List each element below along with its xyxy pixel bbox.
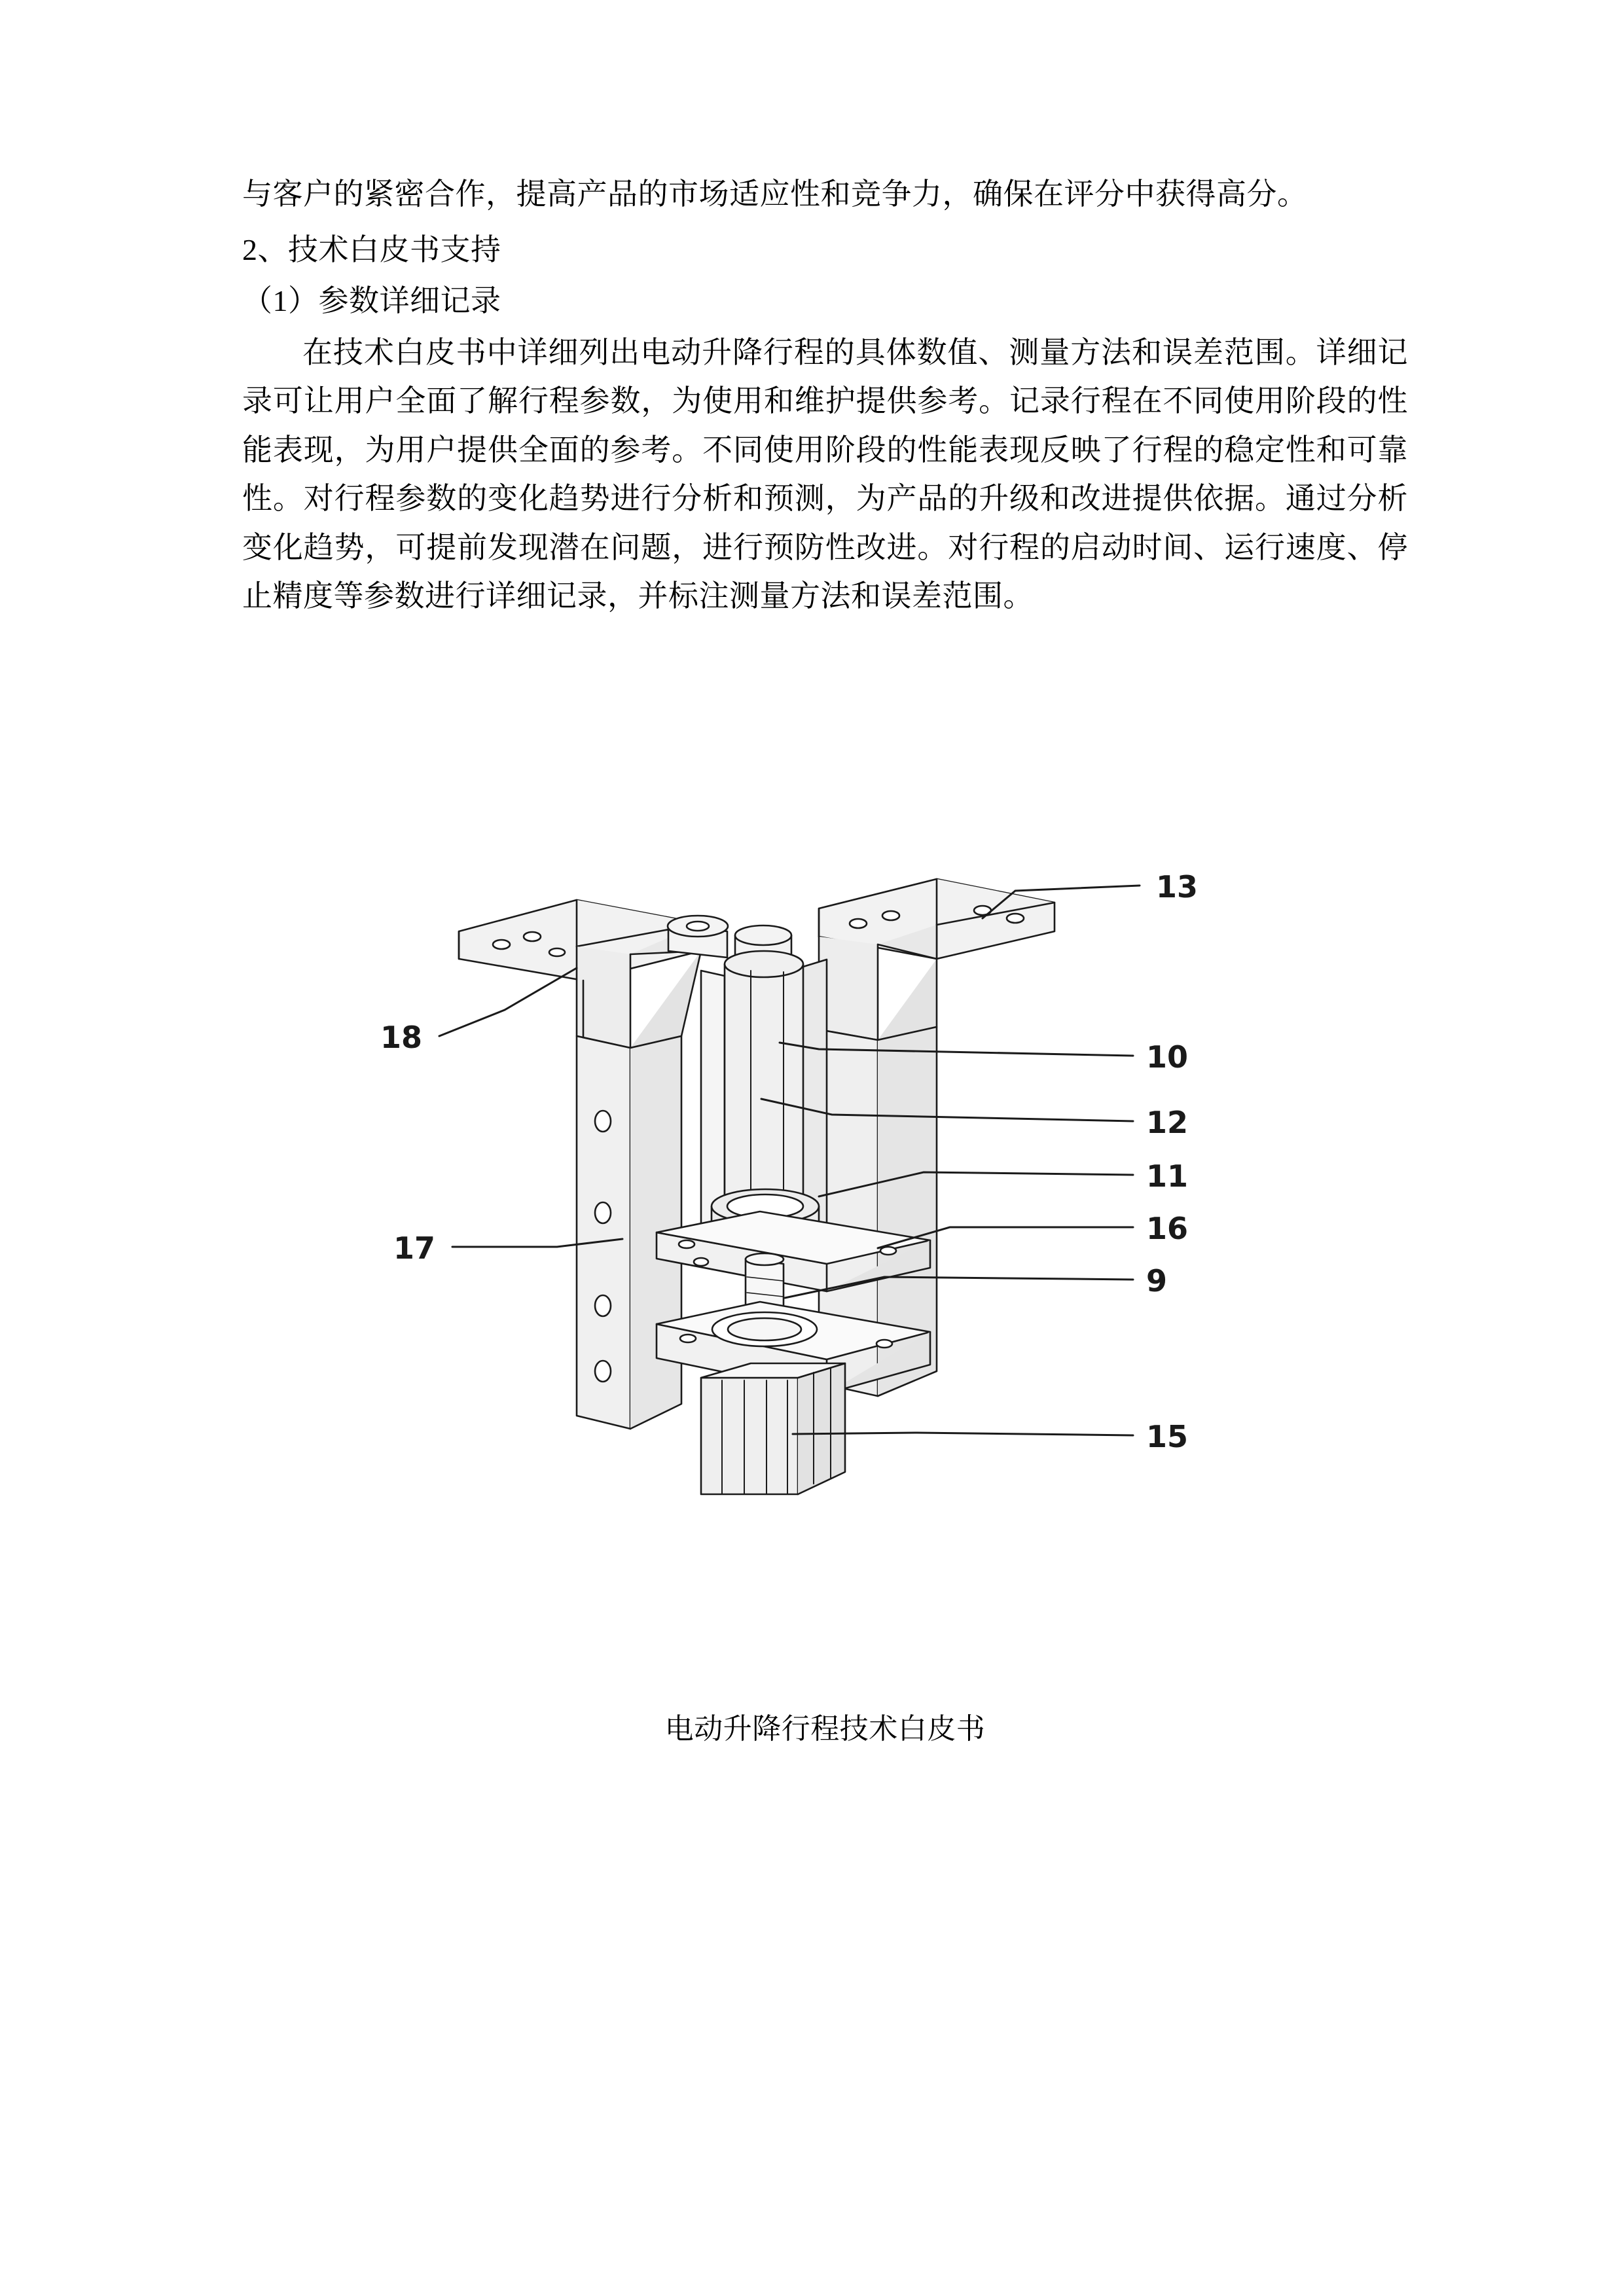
- figure-callout-15: 15: [1146, 1418, 1188, 1454]
- figure-callout-16: 16: [1146, 1210, 1188, 1246]
- paragraph-4: 在技术白皮书中详细列出电动升降行程的具体数值、测量方法和误差范围。详细记录可让用户全面了解行程参数，为使用和维护提供参考。记录行程在不同使用阶段的性能表现，为用户提供全面的参考。不同使用阶段的性能表现反映了行程的稳定性和可靠性。对行程参数的变化趋势进行分析和预测，为产品的升级和改进提供依据。通过分析变化趋势，可提前发现潜在问题，进行预防性改进。对行程的启动时间、运行速度、停止精度等参数进行详细记录，并标注测量方法和误差范围。: [242, 335, 1408, 613]
- paragraph-2: 2、技术白皮书支持: [242, 232, 501, 266]
- figure-callout-18: 18: [380, 1019, 422, 1055]
- figure-block: [242, 643, 1408, 1751]
- figure-callout-9: 9: [1146, 1263, 1167, 1299]
- figure-callout-12: 12: [1146, 1104, 1188, 1140]
- figure-caption: 电动升降行程技术白皮书: [664, 1712, 986, 1745]
- figure-callout-11: 11: [1146, 1158, 1188, 1194]
- paragraph-1: 与客户的紧密合作，提高产品的市场适应性和竞争力，确保在评分中获得高分。: [242, 177, 1308, 211]
- figure-callout-13: 13: [1155, 869, 1198, 905]
- paragraph-3: （1）参数详细记录: [242, 284, 501, 318]
- figure-callout-17: 17: [393, 1230, 435, 1266]
- figure-callout-10: 10: [1146, 1039, 1188, 1075]
- figure-image: [361, 643, 1290, 1704]
